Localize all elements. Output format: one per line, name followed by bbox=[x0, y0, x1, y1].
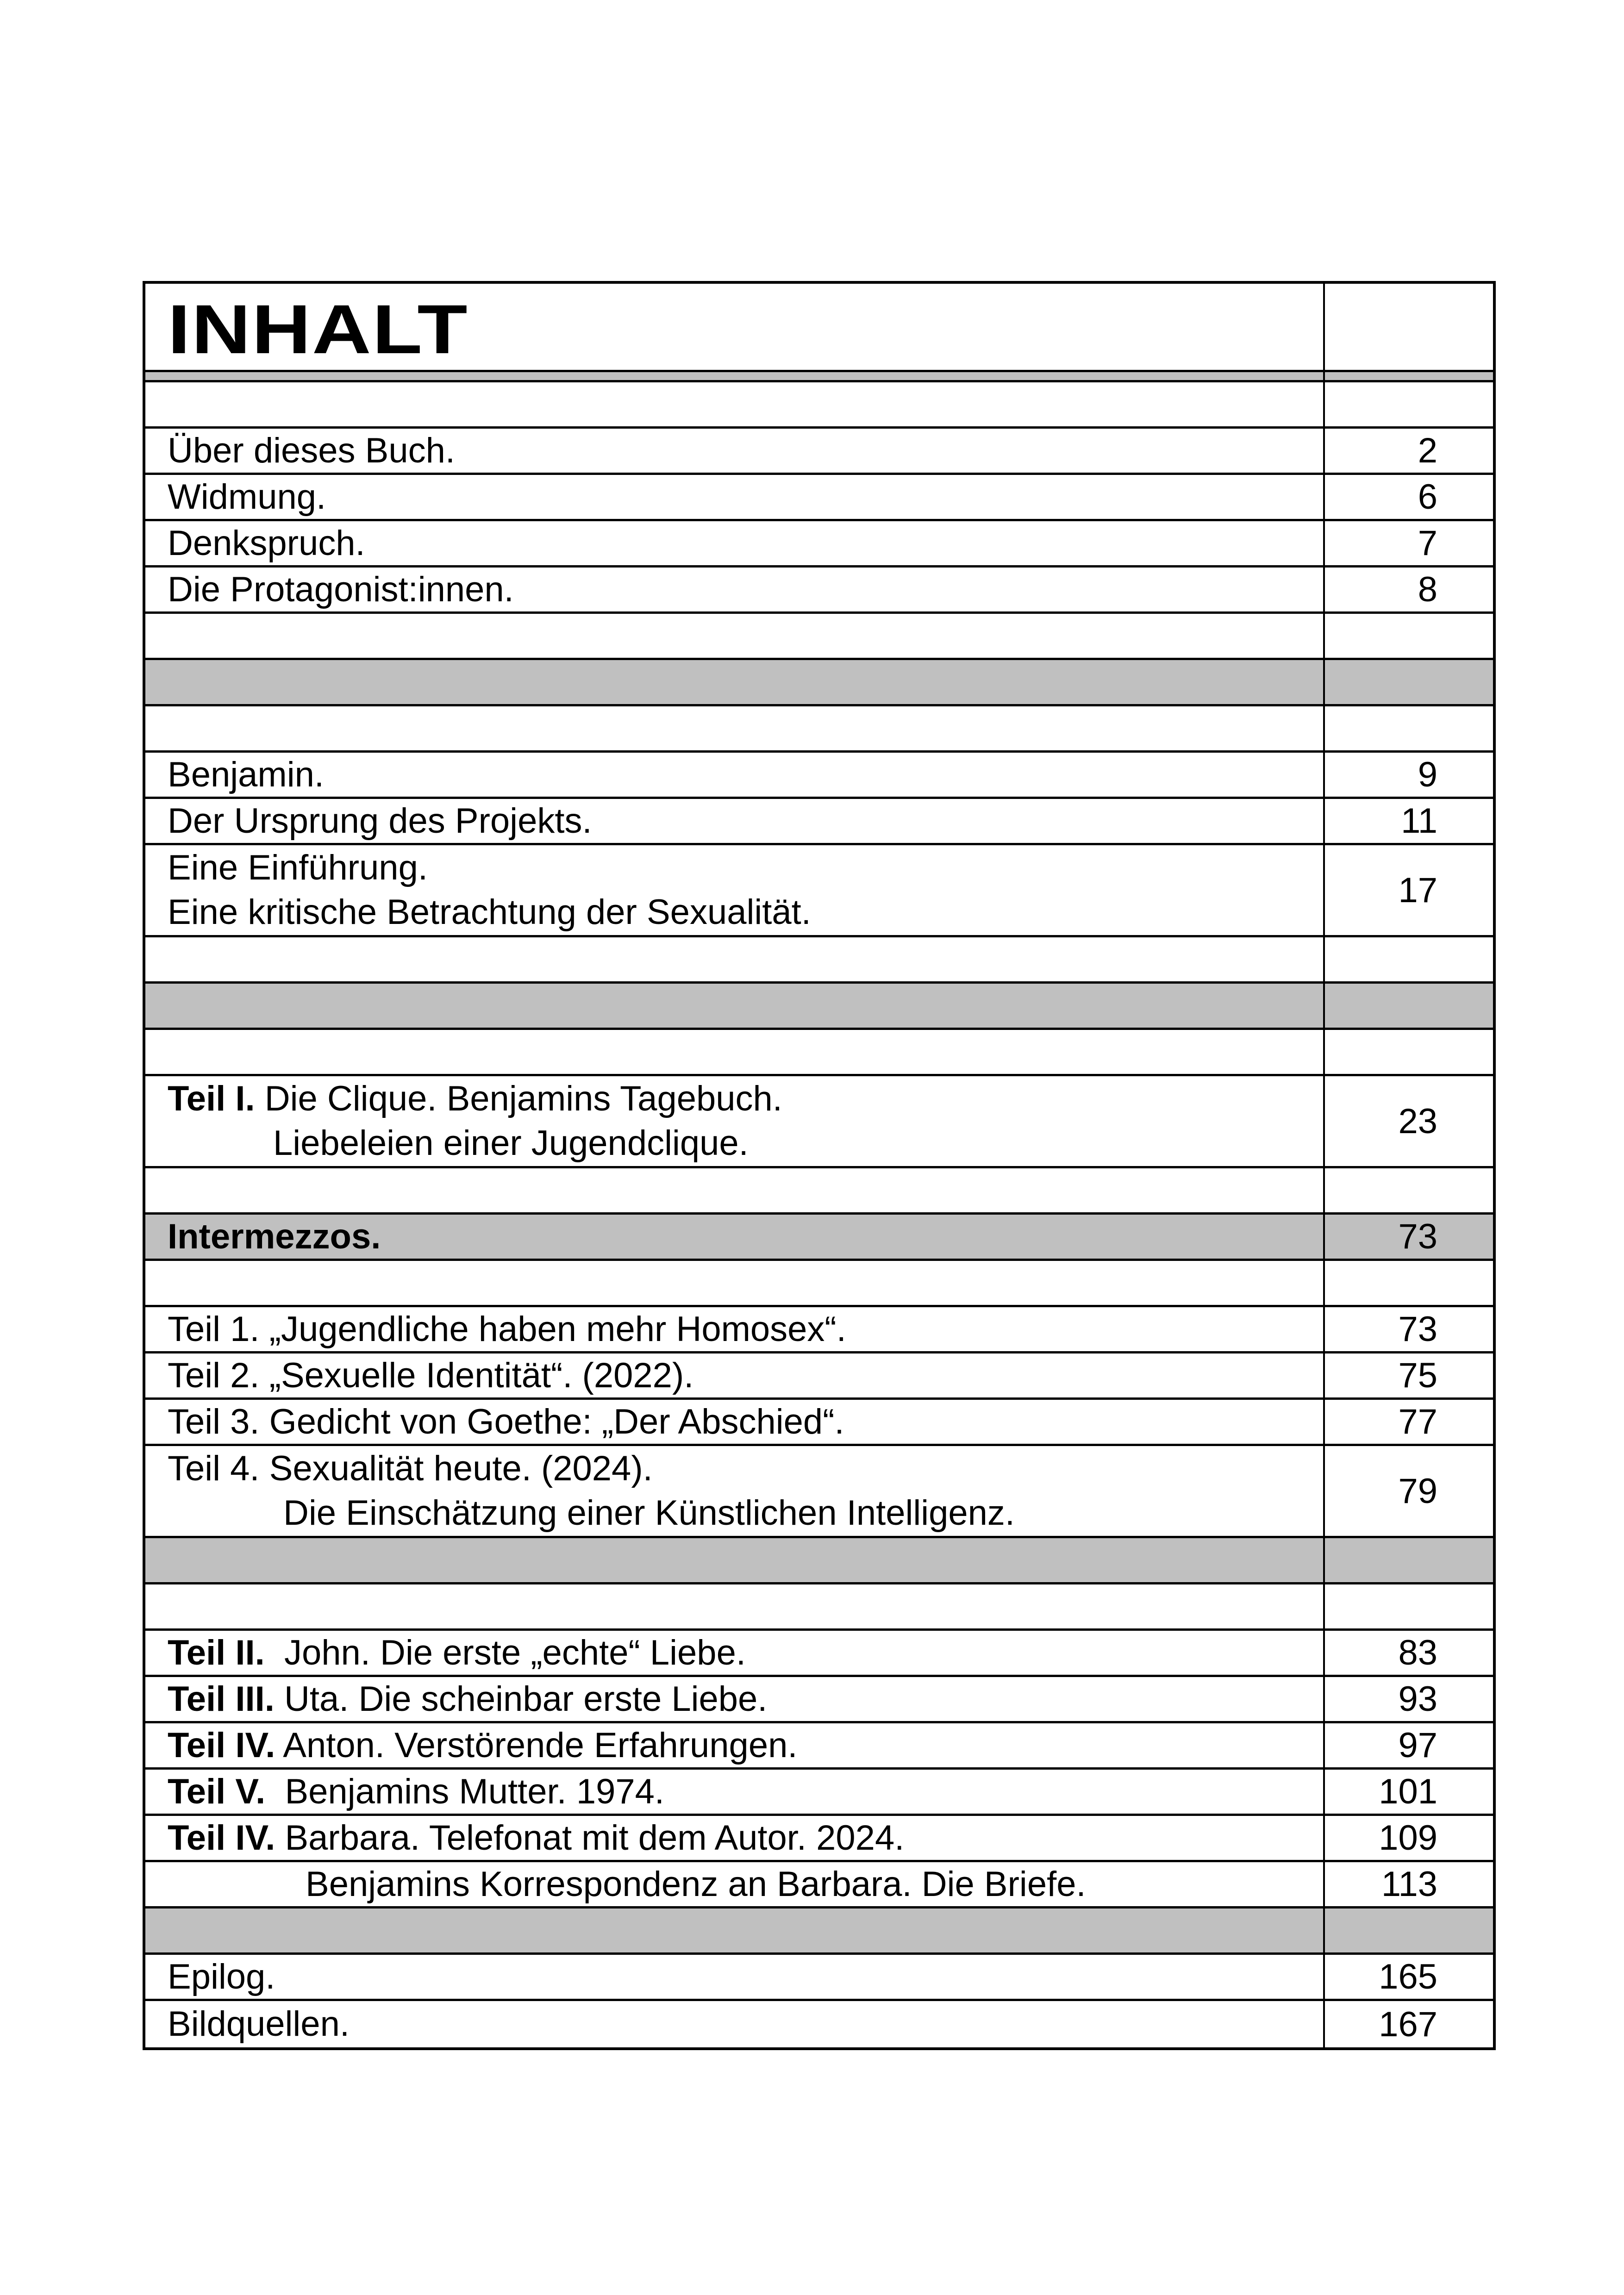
separator-row bbox=[145, 1538, 1493, 1584]
entry-title-line bbox=[168, 1770, 1323, 1814]
entry-title: Anton. Verstörende Erfahrungen. bbox=[275, 1725, 798, 1765]
page-number: 23 bbox=[1398, 1101, 1437, 1141]
blank-row bbox=[145, 1030, 1493, 1076]
page-number: 113 bbox=[1381, 1865, 1437, 1904]
toc-entry[interactable] bbox=[145, 2001, 1493, 2047]
entry-title-cell bbox=[145, 845, 1325, 935]
entry-title: Bildquellen. bbox=[168, 2004, 350, 2044]
blank-row bbox=[145, 706, 1493, 753]
entry-title-cell bbox=[145, 1584, 1325, 1628]
entry-title: Benjamin. bbox=[168, 755, 324, 794]
entry-page-cell bbox=[1325, 1307, 1493, 1351]
entry-part-label: Teil V. bbox=[168, 1771, 266, 1811]
entry-part-label: Intermezzos. bbox=[168, 1216, 381, 1256]
entry-page-cell bbox=[1325, 1770, 1493, 1814]
page-number: 167 bbox=[1379, 2004, 1437, 2044]
entry-part-label: Teil IV. bbox=[168, 1725, 275, 1765]
entry-page-cell bbox=[1325, 706, 1493, 750]
blank-row bbox=[145, 1584, 1493, 1631]
entry-page-cell bbox=[1325, 1908, 1493, 1952]
entry-title-cell bbox=[145, 660, 1325, 704]
entry-title-cell bbox=[145, 753, 1325, 797]
entry-page-cell bbox=[1325, 1538, 1493, 1582]
entry-page-cell bbox=[1325, 1076, 1493, 1166]
entry-title-cell bbox=[145, 1076, 1325, 1166]
entry-title-cell bbox=[145, 937, 1325, 981]
entry-title-cell bbox=[145, 1353, 1325, 1397]
separator-row bbox=[145, 984, 1493, 1030]
entry-title: John. Die erste „echte“ Liebe. bbox=[264, 1633, 746, 1672]
entry-title-cell bbox=[145, 1908, 1325, 1952]
entry-page-cell bbox=[1325, 382, 1493, 426]
toc-entry[interactable] bbox=[145, 568, 1493, 614]
entry-part-label: Teil I. bbox=[168, 1079, 255, 1118]
entry-title-line bbox=[168, 1215, 1323, 1259]
toc-entry[interactable] bbox=[145, 1076, 1493, 1168]
entry-title: Uta. Die scheinbar erste Liebe. bbox=[274, 1679, 768, 1719]
entry-page-cell bbox=[1325, 1261, 1493, 1305]
entry-title-cell bbox=[145, 1168, 1325, 1212]
entry-title-cell bbox=[145, 706, 1325, 750]
entry-page-cell bbox=[1325, 1400, 1493, 1444]
table-of-contents bbox=[143, 281, 1496, 2050]
entry-title: Der Ursprung des Projekts. bbox=[168, 801, 592, 841]
entry-page-cell bbox=[1325, 568, 1493, 611]
entry-title-line bbox=[168, 1816, 1323, 1860]
entry-title-cell bbox=[145, 521, 1325, 565]
entry-title: Benjamins Mutter. 1974. bbox=[265, 1771, 665, 1811]
entry-title-line bbox=[168, 1400, 1323, 1444]
toc-entry[interactable] bbox=[145, 1770, 1493, 1816]
toc-entry[interactable] bbox=[145, 753, 1493, 799]
entry-title: Die Clique. Benjamins Tagebuch. bbox=[255, 1079, 782, 1118]
page-number: 93 bbox=[1398, 1679, 1437, 1719]
entry-page-cell bbox=[1325, 429, 1493, 473]
entry-title-cell bbox=[145, 1816, 1325, 1860]
toc-entry[interactable] bbox=[145, 799, 1493, 845]
entry-title-line bbox=[168, 1353, 1323, 1398]
blank-row bbox=[145, 1261, 1493, 1307]
entry-title-cell bbox=[145, 1215, 1325, 1259]
entry-page-cell bbox=[1325, 1955, 1493, 1999]
entry-page-cell bbox=[1325, 1168, 1493, 1212]
entry-subtitle: Die Einschätzung einer Künstlichen Intelligenz. bbox=[283, 1493, 1015, 1533]
entry-page-cell bbox=[1325, 984, 1493, 1028]
page-number: 97 bbox=[1398, 1726, 1437, 1765]
page-number: 77 bbox=[1398, 1402, 1437, 1441]
entry-title-line bbox=[168, 429, 1323, 473]
entry-title-cell bbox=[145, 1307, 1325, 1351]
entry-title-line bbox=[168, 1077, 1323, 1121]
blank-row bbox=[145, 382, 1493, 429]
entry-page-cell bbox=[1325, 845, 1493, 935]
blank-row bbox=[145, 614, 1493, 660]
toc-entry[interactable] bbox=[145, 845, 1493, 937]
toc-entry[interactable] bbox=[145, 1446, 1493, 1538]
entry-page-cell bbox=[1325, 2001, 1493, 2047]
entry-title-cell bbox=[145, 429, 1325, 473]
entry-title-line bbox=[168, 1631, 1323, 1675]
entry-page-cell bbox=[1325, 1215, 1493, 1259]
header-separator bbox=[145, 372, 1493, 382]
entry-title: Die Protagonist:innen. bbox=[168, 569, 514, 609]
page-number: 8 bbox=[1418, 570, 1437, 609]
entry-page-cell bbox=[1325, 1030, 1493, 1074]
page-number: 11 bbox=[1401, 801, 1437, 841]
entry-title: Widmung. bbox=[168, 477, 326, 517]
page-number: 6 bbox=[1418, 477, 1437, 517]
page-number: 101 bbox=[1379, 1772, 1437, 1811]
entry-title-line bbox=[168, 521, 1323, 566]
entry-subtitle: Eine kritische Betrachtung der Sexualität. bbox=[168, 892, 811, 932]
entry-title-cell bbox=[145, 568, 1325, 611]
entry-title: Eine Einführung. bbox=[168, 848, 428, 887]
entry-title-line bbox=[168, 799, 1323, 843]
entry-title-cell bbox=[145, 1770, 1325, 1814]
entry-title-line bbox=[168, 1723, 1323, 1768]
toc-entry[interactable] bbox=[145, 429, 1493, 475]
entry-title-cell bbox=[145, 984, 1325, 1028]
entry-title-line bbox=[168, 2002, 1323, 2046]
entry-title: Benjamins Korrespondenz an Barbara. Die Briefe. bbox=[306, 1864, 1086, 1904]
entry-page-cell bbox=[1325, 1723, 1493, 1767]
entry-page-cell bbox=[1325, 1816, 1493, 1860]
toc-entry[interactable] bbox=[145, 1353, 1493, 1400]
entry-title-cell bbox=[145, 1030, 1325, 1074]
entry-page-cell bbox=[1325, 1446, 1493, 1536]
entry-title: Denkspruch. bbox=[168, 523, 365, 563]
entry-page-cell bbox=[1325, 1862, 1493, 1906]
entry-page-cell bbox=[1325, 937, 1493, 981]
toc-entry[interactable] bbox=[145, 1307, 1493, 1353]
entry-page-cell bbox=[1325, 799, 1493, 843]
entry-title-cell bbox=[145, 1862, 1325, 1906]
entry-title-line bbox=[168, 1307, 1323, 1352]
entry-title: Teil 1. „Jugendliche haben mehr Homosex“. bbox=[168, 1309, 846, 1349]
toc-entry[interactable] bbox=[145, 1215, 1493, 1261]
entry-title-cell bbox=[145, 1261, 1325, 1305]
entry-title-cell bbox=[145, 1538, 1325, 1582]
entry-title: Teil 3. Gedicht von Goethe: „Der Abschied“. bbox=[168, 1402, 844, 1441]
entry-title-line bbox=[168, 568, 1323, 612]
entry-page-cell bbox=[1325, 521, 1493, 565]
entry-title: Barbara. Telefonat mit dem Autor. 2024. bbox=[275, 1818, 905, 1858]
entry-title-cell bbox=[145, 1955, 1325, 1999]
toc-entry[interactable] bbox=[145, 1955, 1493, 2001]
entry-page-cell bbox=[1325, 1677, 1493, 1721]
page-title: INHALT bbox=[168, 290, 468, 368]
entry-title: Teil 2. „Sexuelle Identität“. (2022). bbox=[168, 1355, 694, 1395]
entry-title-line bbox=[168, 1955, 1323, 1999]
entry-page-cell bbox=[1325, 1584, 1493, 1628]
entry-title-line bbox=[168, 846, 1323, 890]
page-number: 2 bbox=[1418, 431, 1437, 470]
entry-title: Über dieses Buch. bbox=[168, 430, 455, 470]
entry-title-cell bbox=[145, 614, 1325, 658]
entry-page-cell bbox=[1325, 475, 1493, 519]
entry-title: Teil 4. Sexualität heute. (2024). bbox=[168, 1449, 653, 1488]
toc-entry[interactable] bbox=[145, 1862, 1493, 1908]
entry-title-cell bbox=[145, 2001, 1325, 2047]
entry-title-line bbox=[168, 475, 1323, 519]
page-number: 73 bbox=[1398, 1217, 1437, 1256]
toc-header-row bbox=[145, 284, 1493, 372]
entry-page-cell bbox=[1325, 1353, 1493, 1397]
page-number: 109 bbox=[1379, 1818, 1437, 1858]
entry-subtitle: Liebeleien einer Jugendclique. bbox=[273, 1123, 749, 1163]
page-number: 165 bbox=[1379, 1957, 1437, 1996]
separator-row bbox=[145, 1908, 1493, 1955]
entry-part-label: Teil IV. bbox=[168, 1818, 275, 1858]
entry-title-cell bbox=[145, 1677, 1325, 1721]
entry-part-label: Teil II. bbox=[168, 1633, 265, 1672]
entry-page-cell bbox=[1325, 614, 1493, 658]
toc-entry[interactable] bbox=[145, 1677, 1493, 1723]
blank-row bbox=[145, 1168, 1493, 1215]
entry-title-cell bbox=[145, 799, 1325, 843]
page-number: 83 bbox=[1398, 1633, 1437, 1672]
entry-title-line bbox=[168, 1862, 1323, 1907]
entry-title-line bbox=[168, 753, 1323, 797]
entry-page-cell bbox=[1325, 753, 1493, 797]
page-number: 9 bbox=[1418, 755, 1437, 794]
entry-page-cell bbox=[1325, 660, 1493, 704]
entry-title-cell bbox=[145, 382, 1325, 426]
blank-row bbox=[145, 937, 1493, 984]
toc-entry[interactable] bbox=[145, 1400, 1493, 1446]
page-number: 79 bbox=[1398, 1471, 1437, 1511]
toc-entry[interactable] bbox=[145, 1816, 1493, 1862]
page-number: 75 bbox=[1398, 1356, 1437, 1395]
toc-entry[interactable] bbox=[145, 475, 1493, 521]
entry-title-cell bbox=[145, 1723, 1325, 1767]
toc-entry[interactable] bbox=[145, 1631, 1493, 1677]
entry-title-cell bbox=[145, 1446, 1325, 1536]
entry-page-cell bbox=[1325, 1631, 1493, 1675]
toc-entry[interactable] bbox=[145, 1723, 1493, 1770]
entry-title-line bbox=[168, 1677, 1323, 1721]
entry-title-line bbox=[168, 1447, 1323, 1491]
entry-title-cell bbox=[145, 475, 1325, 519]
page-number: 17 bbox=[1398, 870, 1437, 910]
entry-title-cell bbox=[145, 1400, 1325, 1444]
entry-part-label: Teil III. bbox=[168, 1679, 275, 1719]
page-number: 73 bbox=[1398, 1310, 1437, 1349]
toc-entry[interactable] bbox=[145, 521, 1493, 568]
entry-title: Epilog. bbox=[168, 1957, 275, 1996]
page-number: 7 bbox=[1418, 524, 1437, 563]
separator-row bbox=[145, 660, 1493, 706]
entry-title-cell bbox=[145, 1631, 1325, 1675]
